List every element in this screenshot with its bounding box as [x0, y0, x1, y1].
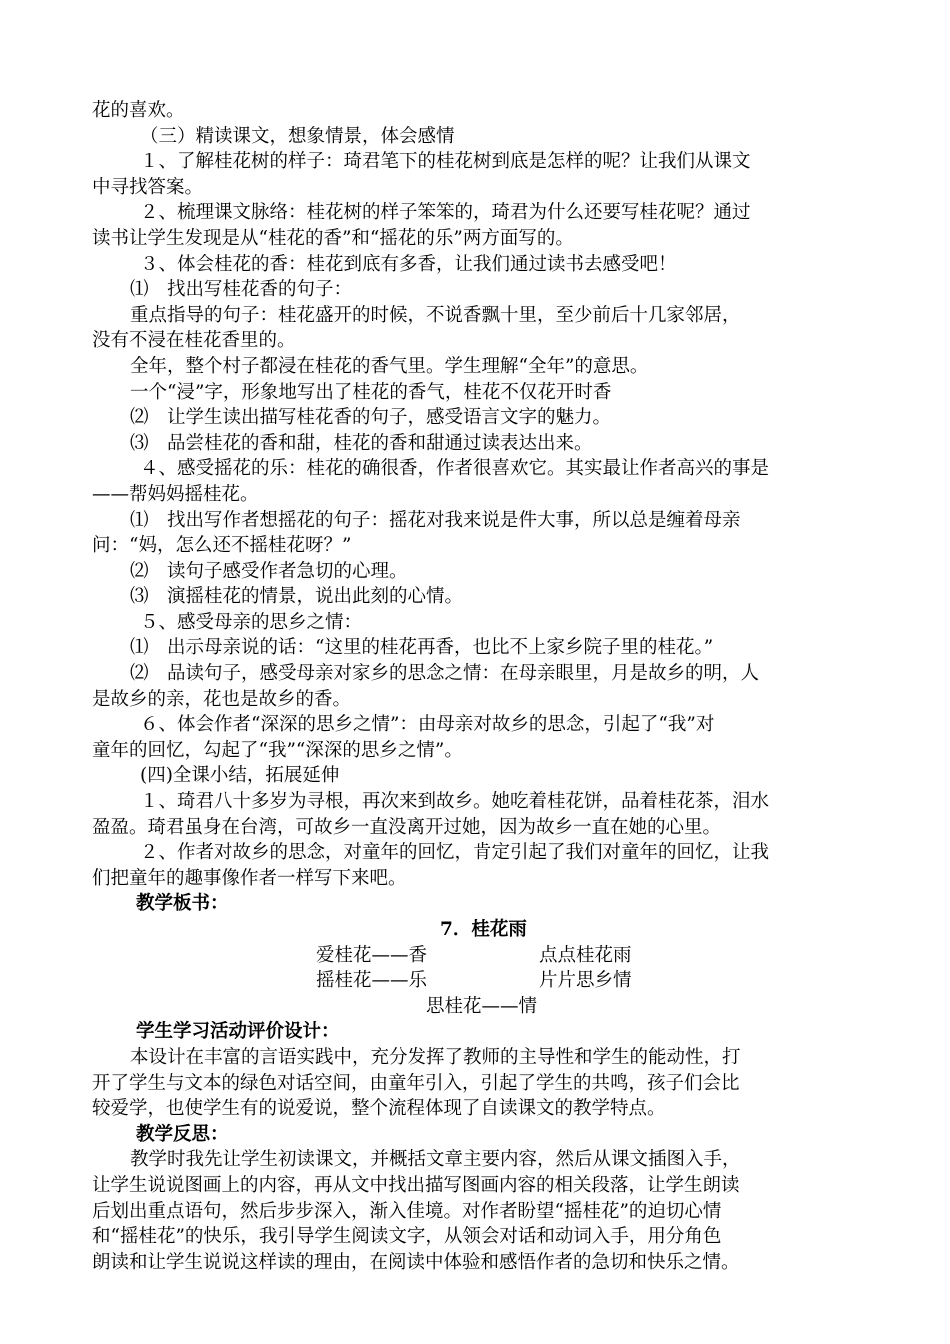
paragraph-line: ⑶ 演摇桂花的情景，说出此刻的心情。	[130, 586, 464, 608]
paragraph-line: ３、体会桂花的香：桂花到底有多香，让我们通过读书去感受吧！	[140, 253, 677, 275]
paragraph-line: 全年，整个村子都浸在桂花的香气里。学生理解“全年”的意思。	[130, 355, 649, 377]
paragraph-line: 读书让学生发现是从“桂花的香”和“摇花的乐”两方面写的。	[92, 227, 574, 249]
paragraph-line: ５、感受母亲的思乡之情：	[140, 611, 363, 633]
paragraph-line: ⑶ 品尝桂花的香和甜，桂花的香和甜通过读表达出来。	[130, 432, 593, 454]
paragraph-line: 重点指导的句子：桂花盛开的时候，不说香飘十里，至少前后十几家邻居，	[130, 304, 741, 326]
paragraph-line: ⑴ 找出写作者想摇花的句子：摇花对我来说是件大事，所以总是缠着母亲	[130, 509, 741, 531]
paragraph-line: 一个“浸”字，形象地写出了桂花的香气，桂花不仅花开时香	[130, 381, 612, 403]
paragraph-line: 是故乡的亲，花也是故乡的香。	[92, 688, 352, 710]
reflection-heading: 教学反思：	[136, 1123, 229, 1145]
paragraph-line: 开了学生与文本的绿色对话空间，由童年引入，引起了学生的共鸣，孩子们会比	[92, 1072, 740, 1094]
section-heading: （三）精读课文，想象情景，体会感情	[140, 125, 455, 147]
board-title: 7．桂花雨	[440, 919, 527, 940]
board-center-text: 思桂花——情	[426, 995, 538, 1017]
paragraph-line: ⑵ 读句子感受作者急切的心理。	[130, 560, 408, 582]
paragraph-line: ⑵ 让学生读出描写桂花香的句子，感受语言文字的魅力。	[130, 407, 612, 429]
paragraph-line: 没有不浸在桂花香里的。	[92, 330, 296, 352]
board-row	[92, 943, 862, 969]
paragraph-line: ⑴ 找出写桂花香的句子：	[130, 279, 353, 301]
board-left-text: 摇桂花——乐	[316, 970, 428, 992]
paragraph-line: ６、体会作者“深深的思乡之情”：由母亲对故乡的思念，引起了“我”对	[140, 714, 715, 736]
paragraph-line: 让学生说说图画上的内容，再从文中找出描写图画内容的相关段落，让学生朗读	[92, 1174, 740, 1196]
board-row	[92, 994, 862, 1020]
document-page	[92, 98, 862, 1275]
board-heading: 教学板书：	[136, 893, 229, 915]
board-right-text: 片片思乡情	[539, 970, 632, 992]
paragraph-line: 花的喜欢。	[92, 100, 185, 121]
paragraph-line: ２、作者对故乡的思念，对童年的回忆，肯定引起了我们对童年的回忆，让我	[140, 842, 770, 864]
paragraph-line: 盈盈。琦君虽身在台湾，可故乡一直没离开过她，因为故乡一直在她的心里。	[92, 816, 722, 838]
paragraph-line: １、琦君八十多岁为寻根，再次来到故乡。她吃着桂花饼，品着桂花茶，泪水	[140, 791, 770, 813]
paragraph-line: ——帮妈妈摇桂花。	[92, 483, 259, 505]
paragraph-line: 朗读和让学生说说这样读的理由，在阅读中体验和感悟作者的急切和快乐之情。	[92, 1251, 740, 1273]
paragraph-line: 和“摇桂花”的快乐，我引导学生阅读文字，从领会对话和动词入手，用分角色	[92, 1226, 722, 1248]
paragraph-line: 童年的回忆，勾起了“我”“深深的思乡之情”。	[92, 739, 463, 761]
paragraph-line: 本设计在丰富的言语实践中，充分发挥了教师的主导性和学生的能动性，打	[130, 1046, 741, 1068]
board-left-text: 爱桂花——香	[316, 944, 428, 966]
paragraph-line: 教学时我先让学生初读课文，并概括文章主要内容，然后从课文插图入手，	[130, 1149, 741, 1171]
board-row	[92, 968, 862, 994]
paragraph-line: 较爱学，也使学生有的说爱说，整个流程体现了自读课文的教学特点。	[92, 1098, 666, 1120]
paragraph-line: １、了解桂花树的样子：琦君笔下的桂花树到底是怎样的呢？让我们从课文	[140, 151, 751, 173]
board-right-text: 点点桂花雨	[539, 944, 632, 966]
paragraph-line: ⑵ 品读句子，感受母亲对家乡的思念之情：在母亲眼里，月是故乡的明，人	[130, 663, 760, 685]
section-heading: (四)全课小结，拓展延伸	[140, 765, 340, 787]
paragraph-line: 后划出重点语句，然后步步深入，渐入佳境。对作者盼望“摇桂花”的迫切心情	[92, 1200, 722, 1222]
paragraph-line: ⑴ 出示母亲说的话：“这里的桂花再香，也比不上家乡院子里的桂花。”	[130, 637, 714, 659]
evaluation-heading: 学生学习活动评价设计：	[136, 1021, 340, 1043]
paragraph-line: ４、感受摇花的乐：桂花的确很香，作者很喜欢它。其实最让作者高兴的事是	[140, 458, 770, 480]
paragraph-line: 中寻找答案。	[92, 176, 204, 198]
paragraph-line: ２、梳理课文脉络：桂花树的样子笨笨的，琦君为什么还要写桂花呢？通过	[140, 202, 751, 224]
paragraph-line: 们把童年的趣事像作者一样写下来吧。	[92, 867, 407, 889]
paragraph-line: 问：“妈，怎么还不摇桂花呀？”	[92, 535, 352, 557]
